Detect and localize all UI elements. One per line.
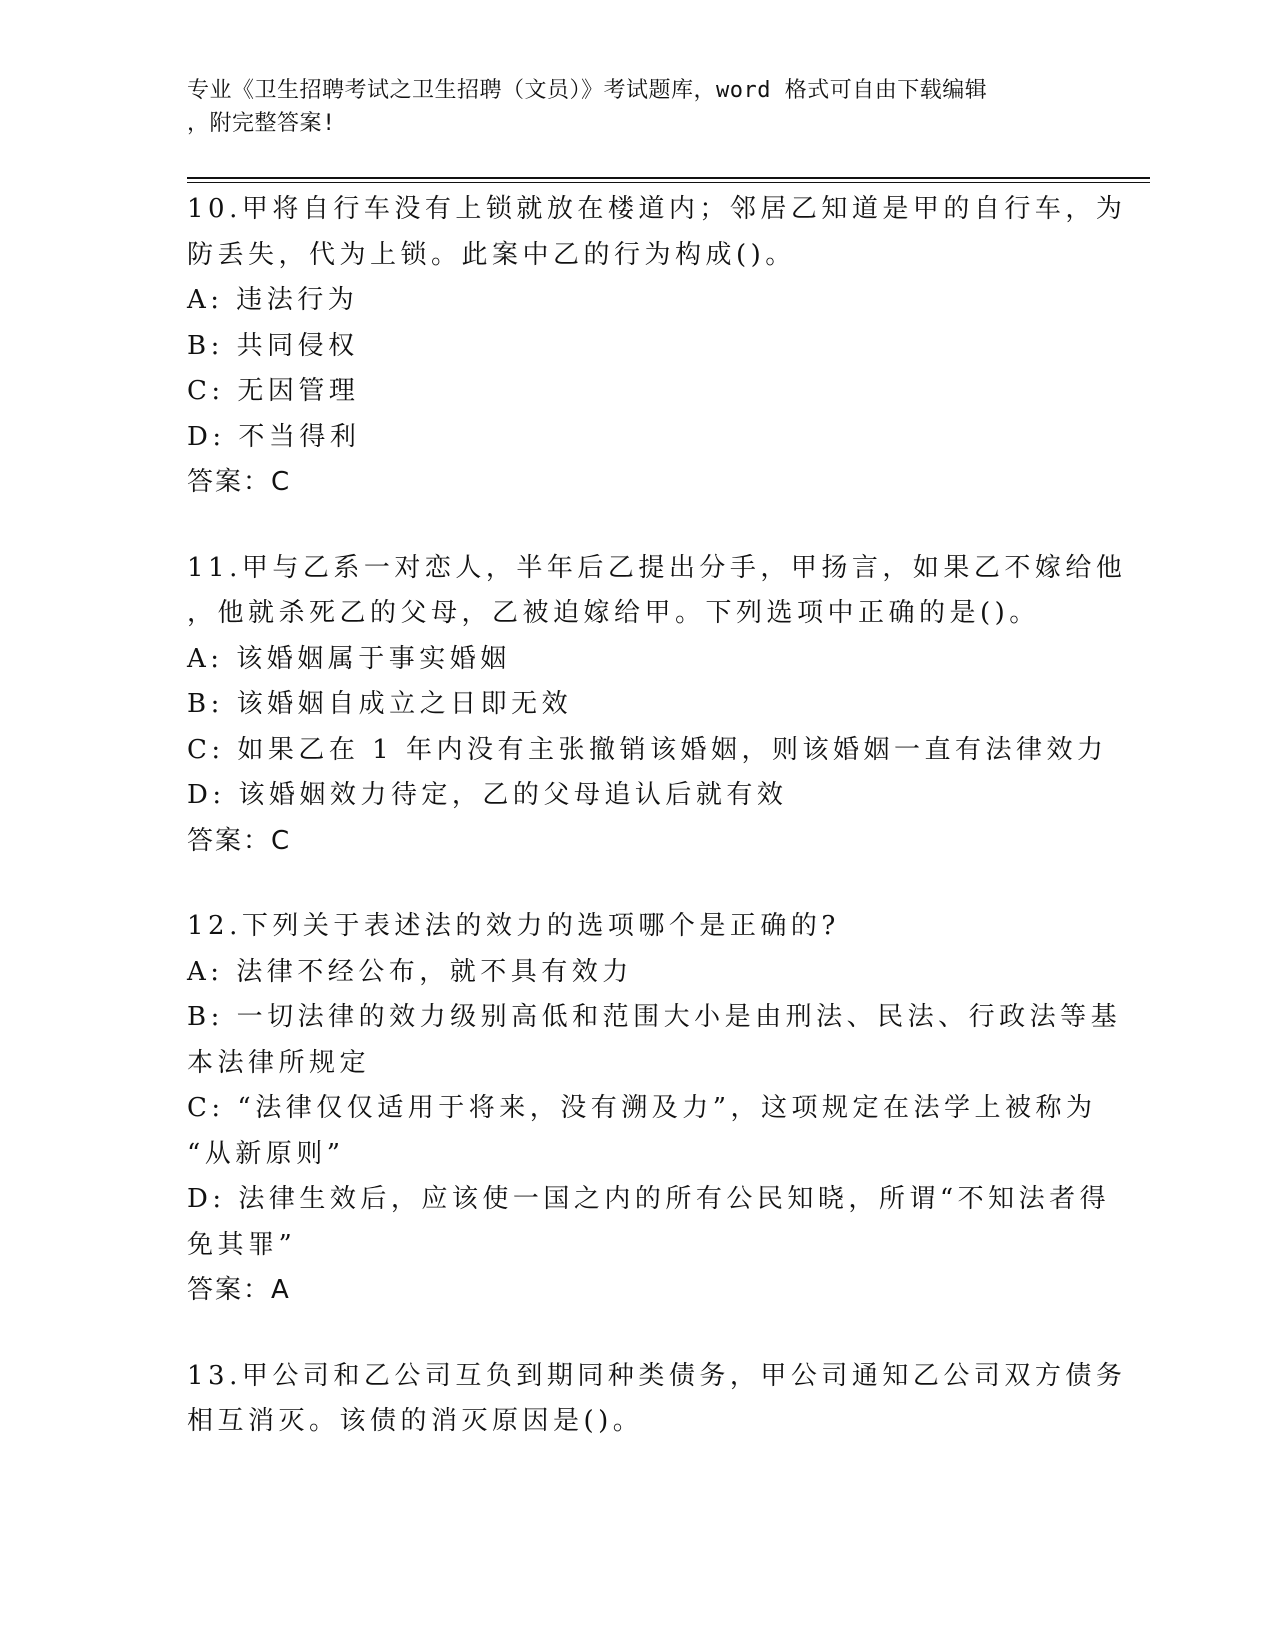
option-c-continued: “从新原则” [187,1138,345,1169]
question-13 [187,1354,1127,1445]
question-stem: 13.甲公司和乙公司互负到期同种类债务，甲公司通知乙公司双方债务 [187,1360,1127,1391]
option-b: B: 该婚姻自成立之日即无效 [187,689,573,719]
question-list [187,187,1127,1485]
option-c: C: 如果乙在 1 年内没有主张撤销该婚姻，则该婚姻一直有法律效力 [187,734,1108,765]
question-stem: 11.甲与乙系一对恋人，半年后乙提出分手，甲扬言，如果乙不嫁给他 [187,552,1127,583]
header-line: ，附完整答案! [187,111,336,136]
question-10 [187,187,1127,506]
option-b-continued: 本法律所规定 [187,1047,371,1078]
option-d-continued: 免其罪” [187,1229,297,1260]
option-c: C: 无因管理 [187,376,360,406]
document-header [187,74,1067,140]
option-d: D: 该婚姻效力待定，乙的父母追认后就有效 [187,780,788,810]
option-b: B: 一切法律的效力级别高低和范围大小是由刑法、民法、行政法等基 [187,1002,1122,1032]
question-stem: 相互消灭。该债的消灭原因是()。 [187,1406,644,1436]
header-divider [187,177,1150,179]
question-stem: ，他就杀死乙的父母，乙被迫嫁给甲。下列选项中正确的是()。 [187,598,1040,628]
answer-line: 答案：C [187,825,292,856]
header-line: 专业《卫生招聘考试之卫生招聘（文员）》考试题库，word 格式可自由下载编辑 [187,78,988,103]
option-d: D: 法律生效后，应该使一国之内的所有公民知晓，所谓“不知法者得 [187,1184,1111,1214]
question-stem: 12.下列关于表述法的效力的选项哪个是正确的? [187,911,840,941]
option-a: A: 法律不经公布，就不具有效力 [187,956,633,987]
question-stem: 防丢失，代为上锁。此案中乙的行为构成()。 [187,239,796,270]
option-d: D: 不当得利 [187,421,361,452]
header-divider-thin [187,182,1150,183]
question-stem: 10.甲将自行车没有上锁就放在楼道内；邻居乙知道是甲的自行车，为 [187,194,1127,224]
option-a: A: 违法行为 [187,285,359,315]
option-c: C: “法律仅仅适用于将来，没有溯及力”，这项规定在法学上被称为 [187,1093,1097,1123]
answer-line: 答案：C [187,467,292,497]
option-a: A: 该婚姻属于事实婚姻 [187,643,511,674]
answer-line: 答案：A [187,1275,291,1305]
question-12 [187,904,1122,1314]
question-11 [187,546,1127,865]
option-b: B: 共同侵权 [187,330,359,361]
